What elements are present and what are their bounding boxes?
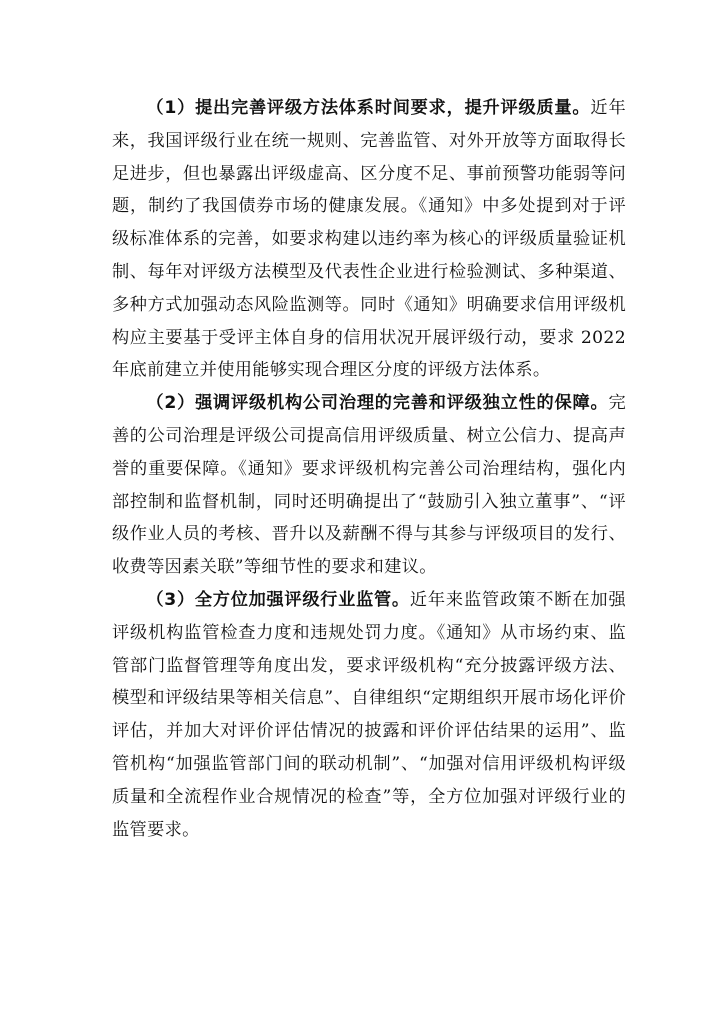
paragraph-2 — [112, 387, 626, 584]
paragraph-1-text: 近年来，我国评级行业在统一规则、完善监管、对外开放等方面取得长足进步，但也暴露出评级虚高、区分度不足、事前预警功能弱等问题，制约了我国债券市场的健康发展。《通知》中多处提到对于评级标准体系的完善，如要求构建以违约率为核心的评级质量验证机制、每年对评级方法模型及代表性企业进行检验测试、多种渠道、多种方式加强动态风险监测等。同时《通知》明确要求信用评级机构应主要基于受评主体自身的信用状况开展评级行动，要求 2022 年底前建立并使用能够实现合理区分度的评级方法体系。 — [112, 98, 626, 381]
paragraph-3 — [112, 584, 626, 846]
paragraph-3-text: 近年来监管政策不断在加强评级机构监管检查力度和违规处罚力度。《通知》从市场约束、监管部门监督管理等角度出发，要求评级机构“充分披露评级方法、模型和评级结果等相关信息”、自律组织“定期组织开展市场化评价评估，并加大对评价评估情况的披露和评价评估结果的运用”、监管机构“加强监管部门间的联动机制”、“加强对信用评级机构评级质量和全流程作业合规情况的检查”等，全方位加强对评级行业的监管要求。 — [112, 589, 627, 840]
paragraph-2-heading: （2）强调评级机构公司治理的完善和评级独立性的保障。 — [146, 393, 609, 414]
paragraph-1 — [112, 92, 626, 387]
paragraph-2-text: 完善的公司治理是评级公司提高信用评级质量、树立公信力、提高声誉的重要保障。《通知》要求评级机构完善公司治理结构，强化内部控制和监督机制，同时还明确提出了“鼓励引入独立董事”、“评级作业人员的考核、晋升以及薪酬不得与其参与评级项目的发行、收费等因素关联”等细节性的要求和建议。 — [112, 393, 626, 578]
paragraph-3-heading: （3）全方位加强评级行业监管。 — [146, 589, 410, 610]
document-body — [112, 92, 626, 846]
paragraph-1-heading: （1）提出完善评级方法体系时间要求，提升评级质量。 — [146, 98, 591, 118]
